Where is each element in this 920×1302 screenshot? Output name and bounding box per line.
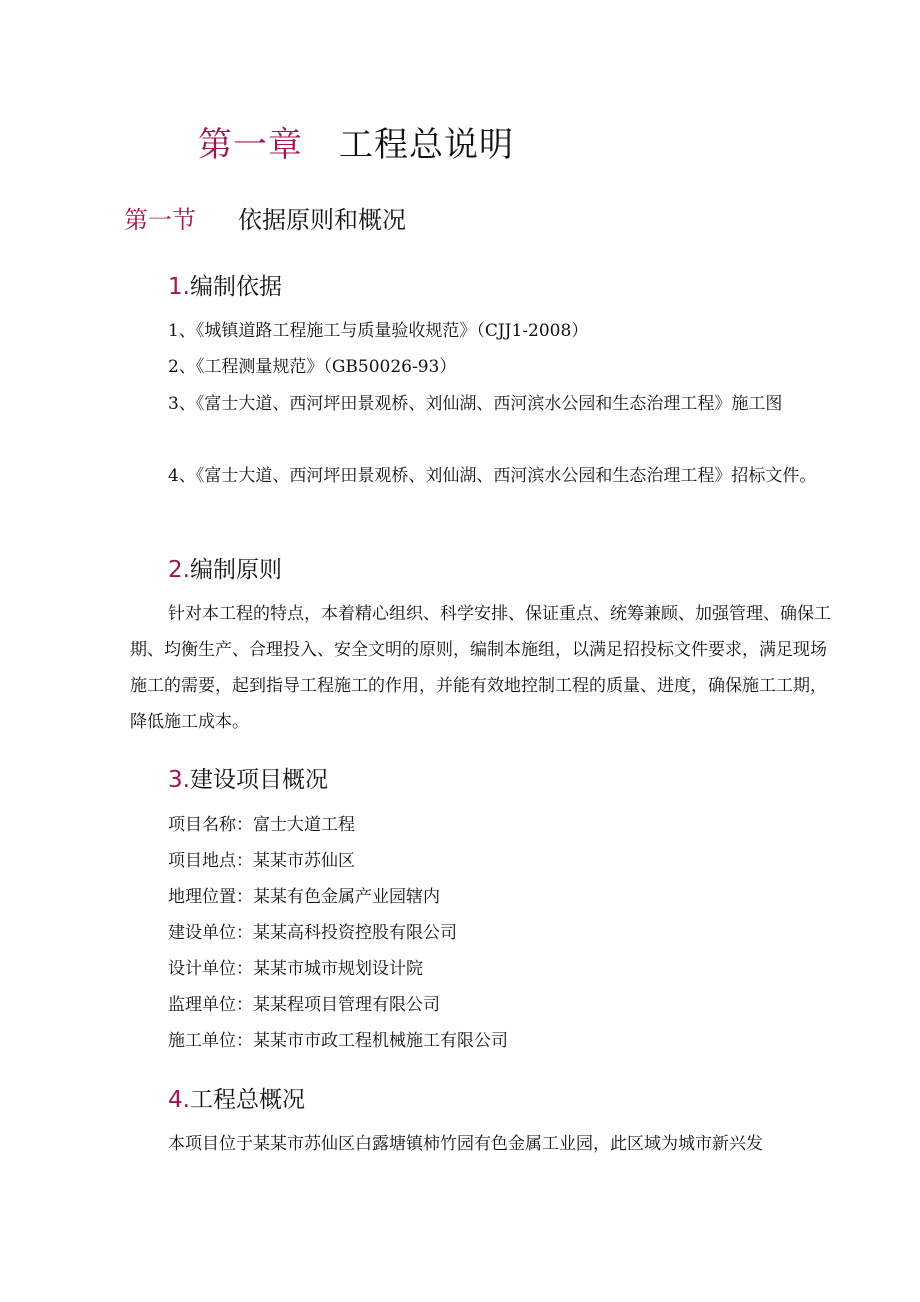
section-title [124,200,406,240]
heading-basis [168,269,282,305]
heading-number: 3. [168,767,190,793]
heading-number: 4. [168,1087,190,1113]
overview-row: 设计单位：某某市城市规划设计院 [168,959,423,979]
section-title-text: 依据原则和概况 [238,206,406,234]
heading-text: 工程总概况 [189,1087,305,1113]
heading-general [168,1082,305,1118]
heading-text: 建设项目概况 [189,767,328,793]
general-paragraph: 本项目位于某某市苏仙区白露塘镇柿竹园有色金属工业园，此区域为城市新兴发 [168,1134,763,1154]
heading-number: 1. [168,274,190,300]
chapter-number: 第一章 [198,125,303,165]
section-number: 第一节 [124,206,196,234]
overview-row: 施工单位：某某市市政工程机械施工有限公司 [168,1031,508,1051]
basis-item: 2、《工程测量规范》（GB50026-93） [168,357,457,377]
basis-item: 3、《富士大道、西河坪田景观桥、刘仙湖、西河滨水公园和生态治理工程》施工图 [168,394,783,414]
overview-row: 建设单位：某某高科投资控股有限公司 [168,923,457,943]
overview-row: 项目地点：某某市苏仙区 [168,851,355,871]
heading-principle [168,552,282,588]
chapter-title-text: 工程总说明 [339,125,514,165]
heading-overview [168,762,328,798]
heading-text: 编制依据 [189,274,282,300]
basis-item: 1、《城镇道路工程施工与质量验收规范》（CJJ1-2008） [168,321,589,341]
overview-row: 监理单位：某某程项目管理有限公司 [168,995,440,1015]
heading-number: 2. [168,557,190,583]
overview-row: 地理位置：某某有色金属产业园辖内 [168,887,440,907]
basis-item: 4、《富士大道、西河坪田景观桥、刘仙湖、西河滨水公园和生态治理工程》招标文件。 [168,466,817,486]
principle-paragraph: 针对本工程的特点，本着精心组织、科学安排、保证重点、统筹兼顾、加强管理、确保工期、均衡生产、合理投入、安全文明的原则，编制本施组，以满足招投标文件要求，满足现场施工的需要，起到指导工程施工的作用，并能有效地控制工程的质量、进度，确保施工工期，降低施工成本。 [130,604,831,732]
heading-text: 编制原则 [189,557,282,583]
chapter-title [198,120,514,170]
overview-row: 项目名称：富士大道工程 [168,815,355,835]
